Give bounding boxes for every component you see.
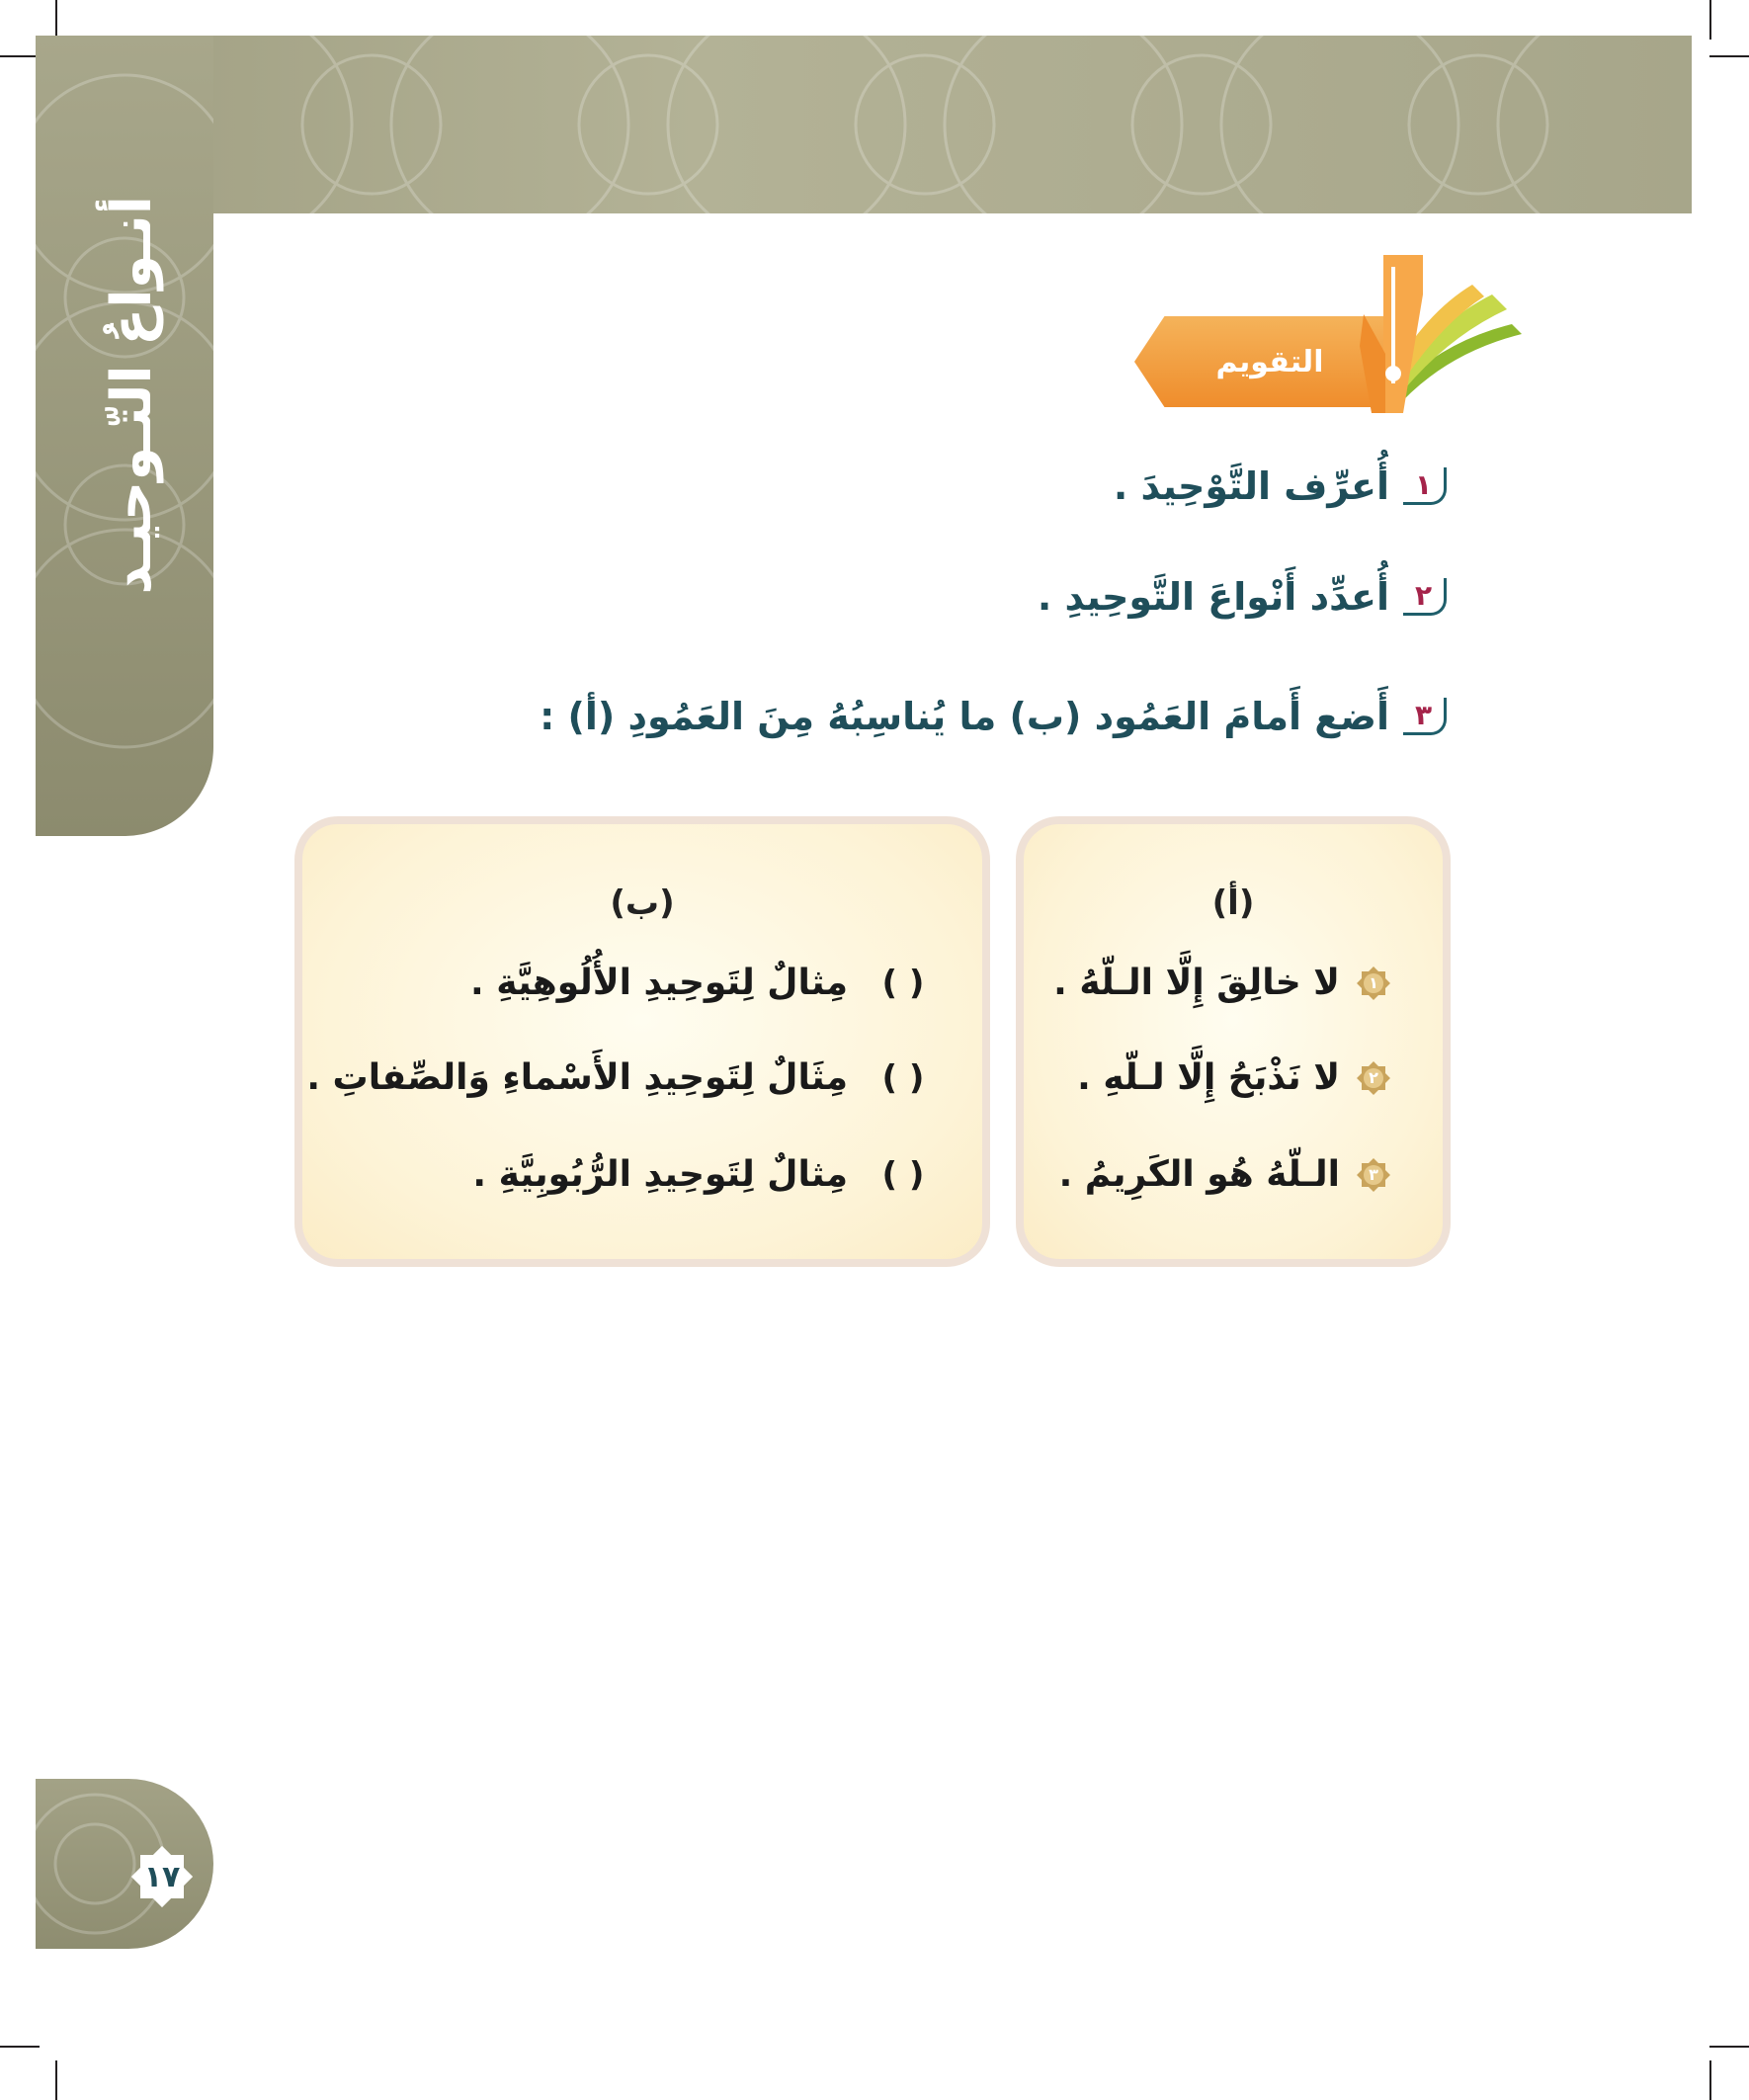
item-text: لا خالِقَ إِلَّا الـلّهُ .: [1053, 963, 1340, 1003]
item-text: مِثالٌ لِتَوحِيدِ الأُلُوهِيَّةِ .: [470, 963, 848, 1003]
crop-mark: [1709, 0, 1711, 40]
column-a-item: [1077, 1057, 1393, 1098]
section-badge-label: التقويم: [1215, 344, 1324, 379]
column-a-heading: (أ): [1211, 883, 1255, 923]
item-text: الـلّهُ هُو الكَرِيمُ .: [1058, 1154, 1340, 1195]
question-number: ١: [1403, 467, 1447, 505]
item-text: مِثَالٌ لِتَوحِيدِ الأَسْماءِ وَالصِّفاتِ .: [306, 1057, 848, 1098]
question-3: [540, 695, 1447, 738]
chapter-title: [87, 193, 176, 598]
column-b-heading: (ب): [610, 883, 675, 923]
item-number: ١: [1369, 973, 1378, 992]
question-2: [1038, 575, 1447, 619]
eight-point-star-icon: [1354, 964, 1393, 1003]
item-number: ٣: [1369, 1165, 1378, 1184]
answer-blank[interactable]: ( ): [881, 963, 925, 1003]
crop-mark: [0, 2046, 40, 2048]
column-b-item: [472, 1154, 943, 1195]
crop-mark: [55, 0, 57, 40]
question-number: ٢: [1403, 578, 1447, 616]
item-text: لا نَذْبَحُ إِلَّا لـلّهِ .: [1077, 1057, 1340, 1098]
crop-mark: [0, 55, 40, 57]
question-1: [1114, 464, 1447, 508]
column-a-item: [1053, 963, 1393, 1003]
item-number: ٢: [1369, 1068, 1378, 1087]
question-text: أَضع أَمامَ العَمُود (ب) ما يُناسِبُهُ مِنَ العَمُودِ (أ) :: [540, 695, 1389, 738]
column-a-card: [1016, 816, 1451, 1267]
chapter-title-text: أنـواعُ التّـوحيـد: [99, 196, 164, 595]
question-number: ٣: [1403, 698, 1447, 735]
column-a-item: [1059, 1154, 1393, 1195]
eight-point-star-icon: [1354, 1058, 1393, 1098]
question-text: أُعرِّف التَّوْحِيدَ .: [1113, 464, 1389, 508]
crop-mark: [55, 2060, 57, 2100]
column-b-card: [294, 816, 990, 1267]
top-banner: [36, 36, 1692, 213]
crop-mark: [1709, 2046, 1749, 2048]
answer-blank[interactable]: ( ): [881, 1057, 925, 1098]
open-book-pen-icon: [1324, 255, 1522, 413]
page-number: ١٧: [143, 1859, 181, 1894]
answer-blank[interactable]: ( ): [881, 1154, 925, 1195]
crop-mark: [1709, 55, 1749, 57]
eight-point-star-icon: [1354, 1155, 1393, 1195]
crop-mark: [1709, 2060, 1711, 2100]
question-text: أُعدِّد أَنْواعَ التَّوحِيدِ .: [1037, 575, 1389, 619]
item-text: مِثالٌ لِتَوحِيدِ الرُّبُوبِيَّةِ .: [472, 1154, 848, 1195]
arabesque-pattern: [36, 36, 1692, 213]
column-b-item: [470, 963, 943, 1003]
column-b-item: [306, 1057, 943, 1098]
